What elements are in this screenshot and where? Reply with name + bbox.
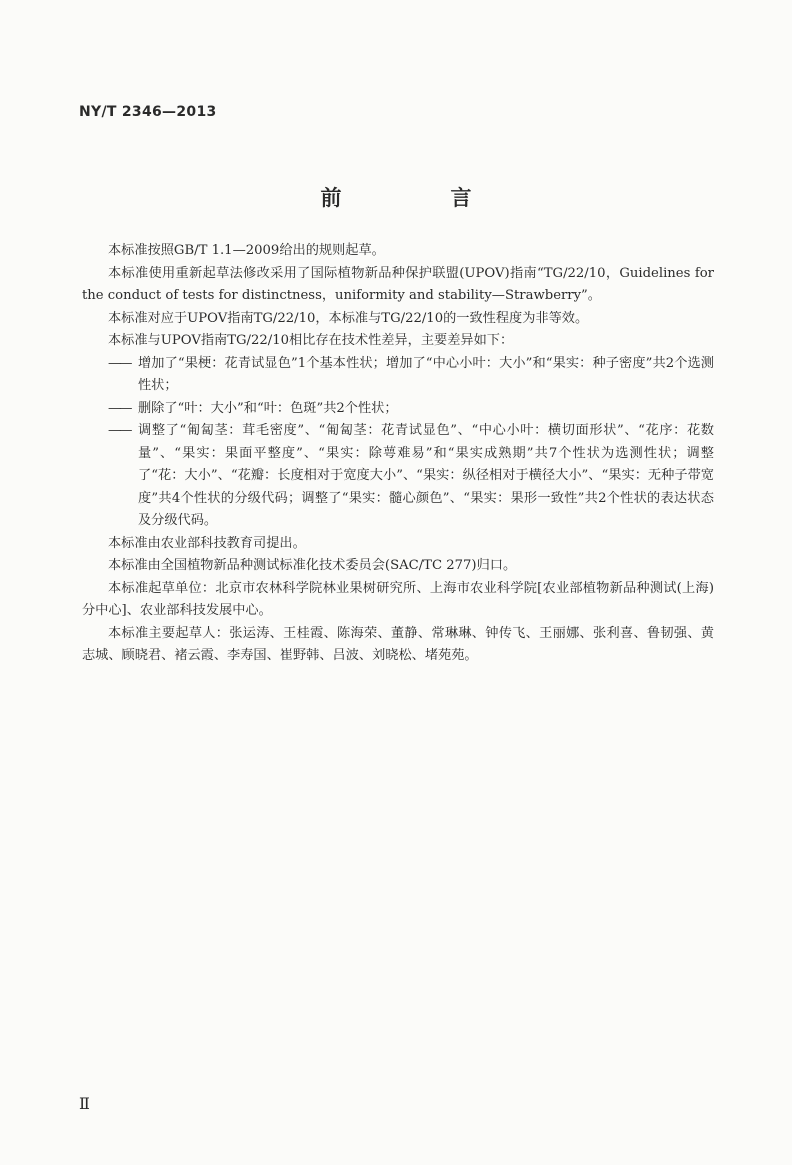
standard-code: NY/T 2346—2013	[79, 104, 217, 120]
paragraph-technical-committee: 本标准由全国植物新品种测试标准化技术委员会(SAC/TC 277)归口。	[108, 558, 517, 573]
dash-mark: ——	[108, 423, 131, 438]
paragraph-drafting-rules: 本标准按照GB/T 1.1—2009给出的规则起草。	[108, 243, 385, 258]
difference-item	[82, 398, 714, 421]
paragraph-upov-adoption: 本标准使用重新起草法修改采用了国际植物新品种保护联盟(UPOV)指南“TG/22/10，Guidelines for the conduct of tests for distinctness，uniformity and stability—Strawberry”。	[82, 265, 714, 303]
paragraph-differences-intro: 本标准与UPOV指南TG/22/10相比存在技术性差异，主要差异如下：	[108, 333, 514, 348]
paragraph-consistency: 本标准对应于UPOV指南TG/22/10，本标准与TG/22/10的一致性程度为非等效。	[108, 310, 589, 326]
difference-item-text: 增加了“果梗：花青试显色”1个基本性状；增加了“中心小叶：大小”和“果实：种子密度”共2个选测性状；	[138, 355, 714, 393]
dash-mark: ——	[108, 400, 131, 416]
difference-item-text: 删除了“叶：大小”和“叶：色斑”共2个性状；	[138, 400, 398, 416]
page-title: 前 言	[320, 186, 516, 210]
paragraph-proposer: 本标准由农业部科技教育司提出。	[108, 535, 306, 551]
paragraph-drafting-units: 本标准起草单位：北京市农林科学院林业果树研究所、上海市农业科学院[农业部植物新品种测试(上海)分中心]、农业部科技发展中心。	[82, 580, 714, 618]
paragraph-drafters: 本标准主要起草人：张运涛、王桂霞、陈海荣、董静、常琳琳、钟传飞、王丽娜、张利喜、鲁韧强、黄志城、顾晓君、褚云霞、李寿国、崔野韩、吕波、刘晓松、堵苑苑。	[82, 625, 714, 663]
difference-item-text: 调整了“匍匐茎：茸毛密度”、“匍匐茎：花青试显色”、“中心小叶：横切面形状”、“花序：花数量”、“果实：果面平整度”、“果实：除萼难易”和“果实成熟期”共7个性状为选测性状；调整了“花：大小”、“花瓣：长度相对于宽度大小”、“果实：纵径相对于横径大小”、“果实：无种子带宽度”共4个性状的分级代码；调整了“果实：髓心颜色”、“果实：果形一致性”共2个性状的表达状态及分级代码。	[138, 423, 714, 528]
difference-item	[82, 353, 714, 398]
page-number: Ⅱ	[79, 1094, 90, 1113]
dash-mark: ——	[108, 355, 131, 371]
foreword-body	[82, 240, 714, 668]
difference-item	[82, 420, 714, 533]
